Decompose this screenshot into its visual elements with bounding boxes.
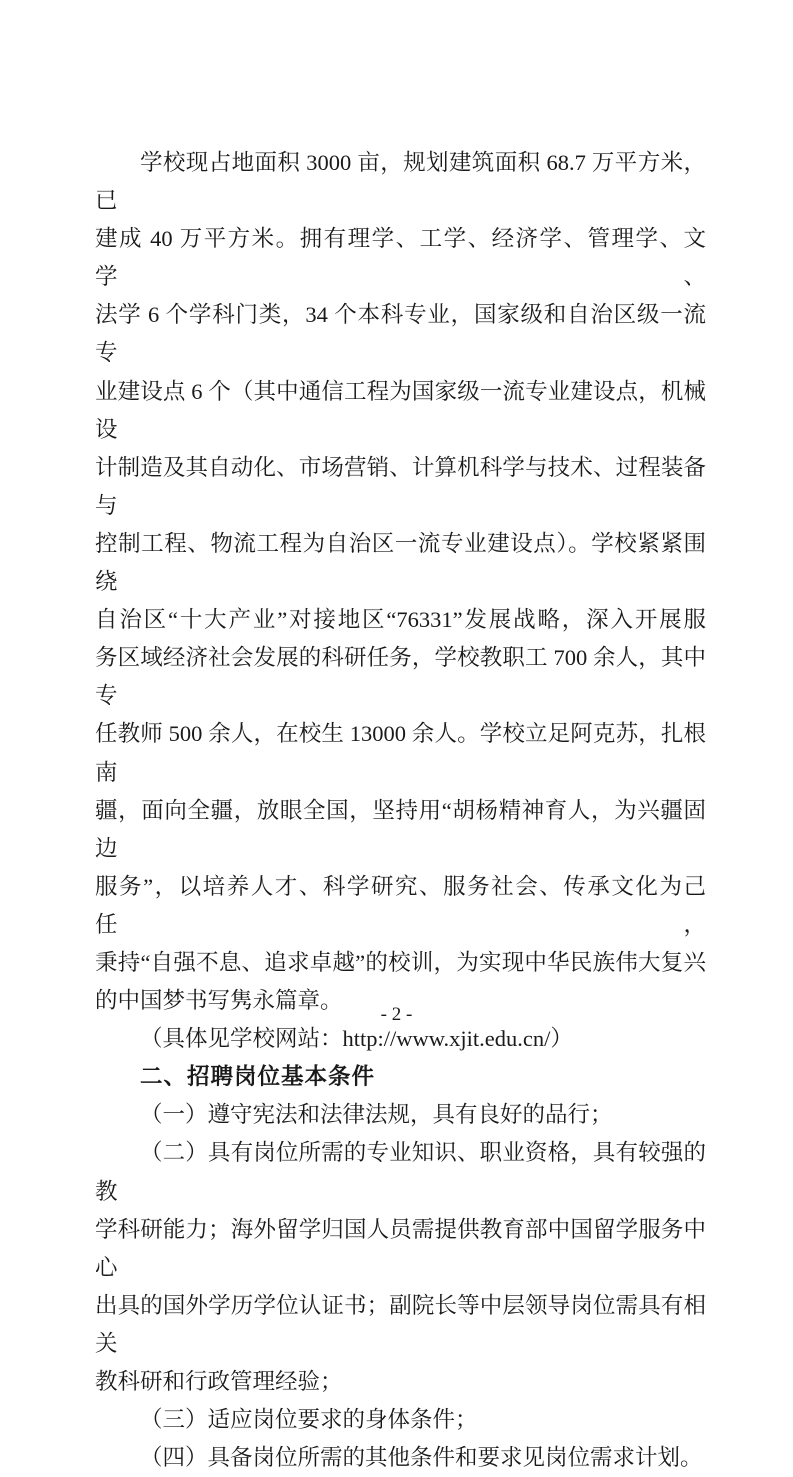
text-line: 学科研能力；海外留学归国人员需提供教育部中国留学服务中心 (95, 1216, 706, 1280)
text-line: （一）遵守宪法和法律法规，具有良好的品行； (140, 1102, 613, 1128)
text-line: （具体见学校网站：http://www.xjit.edu.cn/） (140, 1026, 573, 1052)
paragraph-condition-3 (95, 1401, 706, 1439)
text-line: 务区域经济社会发展的科研任务，学校教职工 700 余人，其中专 (95, 645, 706, 709)
text-line: （三）适应岗位要求的身体条件； (140, 1407, 478, 1433)
text-line: 教科研和行政管理经验； (95, 1369, 343, 1394)
paragraph-condition-4 (95, 1439, 706, 1477)
text-line: 控制工程、物流工程为自治区一流专业建设点）。学校紧紧围绕 (95, 530, 706, 595)
text-line: 服务”，以培养人才、科学研究、服务社会、传承文化为己任， (95, 873, 706, 937)
text-line: 疆，面向全疆，放眼全国，坚持用“胡杨精神育人，为兴疆固边 (95, 797, 706, 861)
document-body (95, 144, 706, 1477)
text-line: 二、招聘岗位基本条件 (140, 1064, 376, 1090)
text-line: 任教师 500 余人，在校生 13000 余人。学校立足阿克苏，扎根南 (95, 721, 706, 785)
paragraph-school-overview (95, 144, 706, 1020)
page-number: - 2 - (380, 1004, 413, 1025)
text-line: 出具的国外学历学位认证书；副院长等中层领导岗位需具有相关 (95, 1292, 706, 1356)
paragraph-condition-2 (95, 1134, 706, 1401)
text-line: 学校现占地面积 3000 亩，规划建筑面积 68.7 万平方米，已 (95, 150, 706, 214)
text-line: 建成 40 万平方米。拥有理学、工学、经济学、管理学、文学、 (95, 226, 706, 290)
text-line: 的中国梦书写隽永篇章。 (95, 988, 343, 1014)
text-line: 法学 6 个学科门类，34 个本科专业，国家级和自治区级一流专 (95, 302, 706, 366)
text-line: （四）具备岗位所需的其他条件和要求见岗位需求计划。 (140, 1445, 703, 1471)
section-heading-recruitment-conditions (95, 1058, 706, 1096)
text-line: 自治区“十大产业”对接地区“76331”发展战略，深入开展服 (95, 607, 706, 633)
text-line: （二）具有岗位所需的专业知识、职业资格，具有较强的教 (95, 1140, 706, 1204)
text-line: 秉持“自强不息、追求卓越”的校训，为实现中华民族伟大复兴 (95, 949, 706, 975)
text-line: 业建设点 6 个（其中通信工程为国家级一流专业建设点，机械设 (95, 378, 706, 442)
text-line: 计制造及其自动化、市场营销、计算机科学与技术、过程装备与 (95, 454, 706, 518)
paragraph-condition-1 (95, 1096, 706, 1134)
